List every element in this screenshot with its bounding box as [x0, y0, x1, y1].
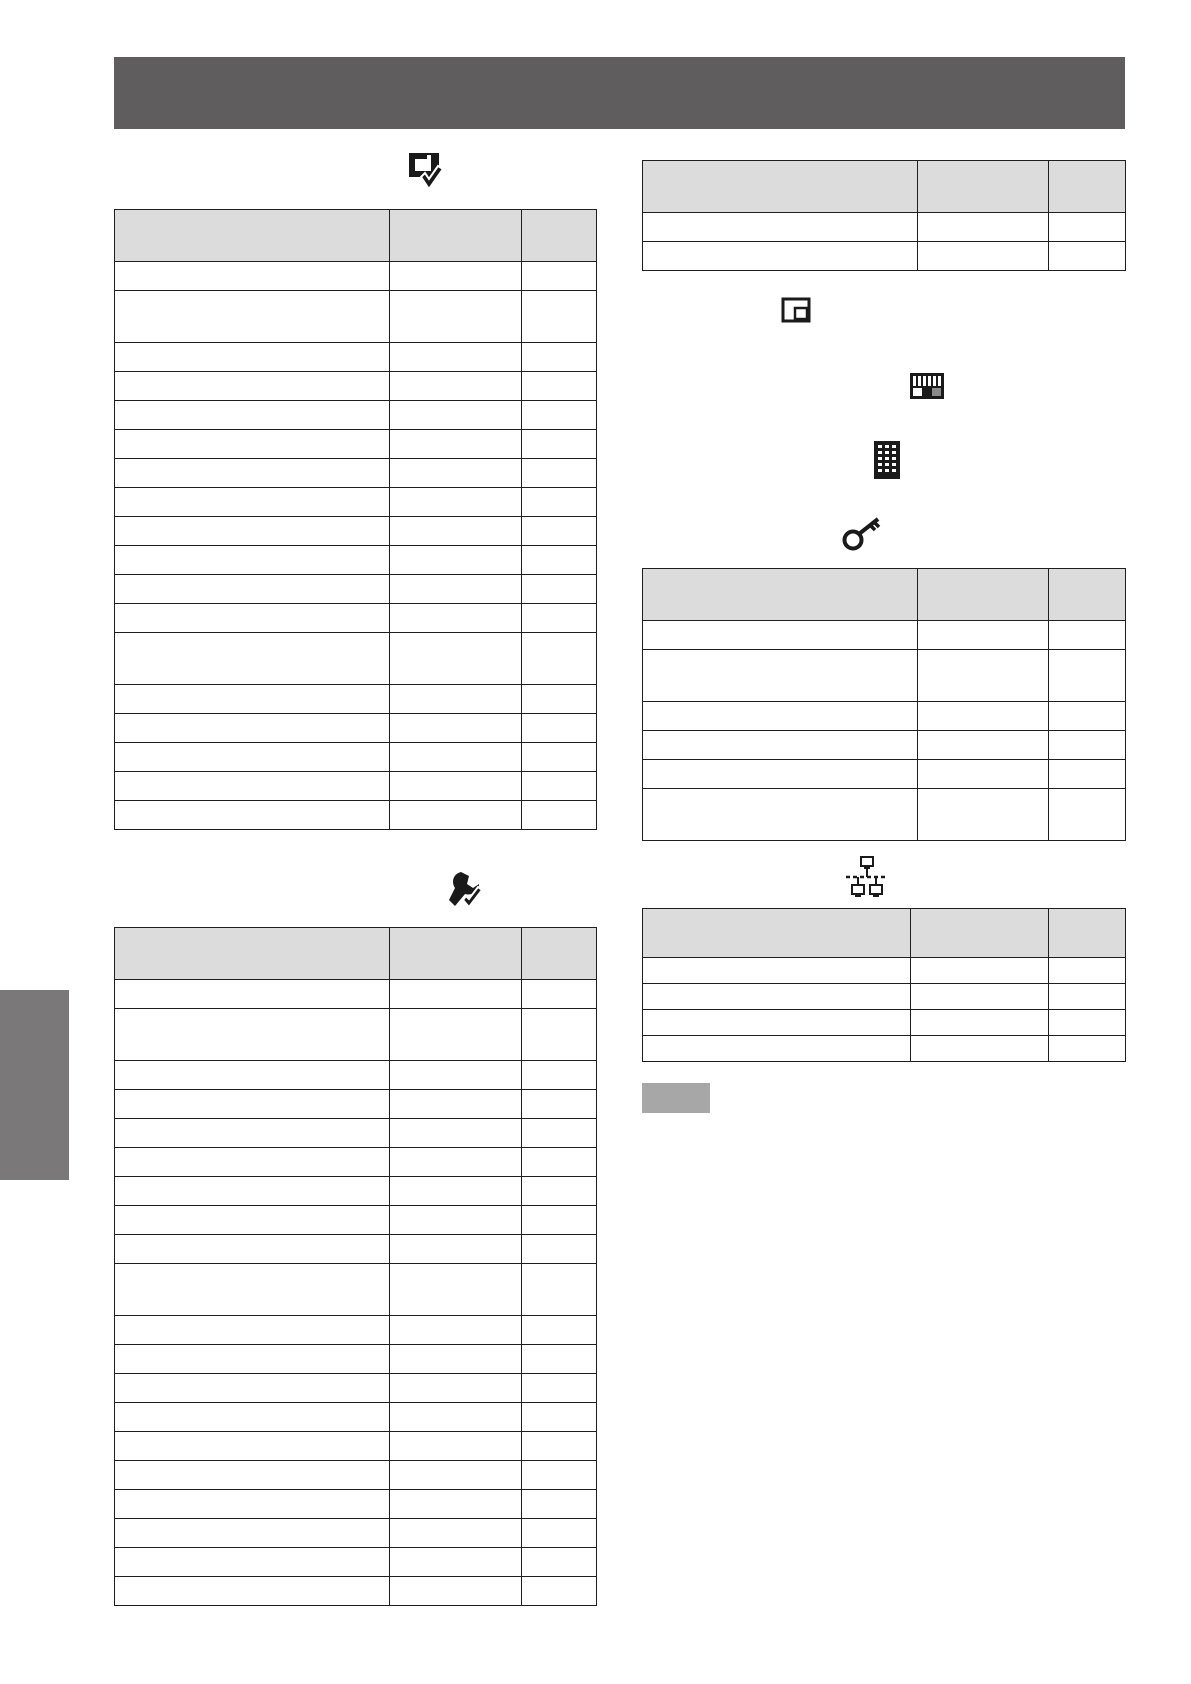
table-header-cell — [115, 928, 390, 980]
table-cell — [115, 1119, 390, 1148]
table-cell — [1049, 650, 1126, 702]
table-row — [115, 1206, 597, 1235]
projector-setup-icon — [407, 151, 445, 193]
table-cell — [522, 1490, 597, 1519]
table-cell — [522, 1432, 597, 1461]
table-cell — [390, 1235, 522, 1264]
table-row — [115, 1461, 597, 1490]
table-cell — [1049, 1010, 1126, 1036]
table-row — [115, 262, 597, 291]
table-cell — [918, 702, 1049, 731]
table-cell — [522, 262, 597, 291]
table-cell — [643, 984, 911, 1010]
menu-table-network — [642, 908, 1126, 1062]
table-row — [643, 731, 1126, 760]
table-row — [643, 760, 1126, 789]
table-cell — [115, 1403, 390, 1432]
table-cell — [390, 1432, 522, 1461]
table-cell — [522, 1374, 597, 1403]
table-cell — [390, 1403, 522, 1432]
table-cell — [390, 743, 522, 772]
table-cell — [115, 685, 390, 714]
table-row — [643, 789, 1126, 841]
note-badge — [642, 1083, 710, 1113]
table-cell — [390, 685, 522, 714]
table-header-cell — [390, 210, 522, 262]
table-cell — [1049, 984, 1126, 1010]
table-cell — [522, 772, 597, 801]
table-cell — [911, 984, 1049, 1010]
table-cell — [643, 213, 918, 242]
network-icon — [844, 855, 890, 903]
table-cell — [115, 604, 390, 633]
table-cell — [115, 459, 390, 488]
table-row — [643, 650, 1126, 702]
table-row — [643, 1036, 1126, 1062]
table-cell — [390, 1490, 522, 1519]
table-row — [115, 343, 597, 372]
table-cell — [918, 789, 1049, 841]
table-cell — [522, 430, 597, 459]
table-cell — [115, 1061, 390, 1090]
table-cell — [643, 958, 911, 984]
table-cell — [522, 1148, 597, 1177]
table-cell — [115, 546, 390, 575]
table-row — [115, 1090, 597, 1119]
table-cell — [115, 980, 390, 1009]
table-cell — [522, 1316, 597, 1345]
table-cell — [522, 980, 597, 1009]
table-cell — [390, 980, 522, 1009]
table-cell — [1049, 760, 1126, 789]
table-cell — [390, 1345, 522, 1374]
table-cell — [643, 789, 918, 841]
table-cell — [522, 1090, 597, 1119]
table-cell — [115, 1432, 390, 1461]
table-cell — [115, 401, 390, 430]
table-header-cell — [1049, 161, 1126, 213]
table-cell — [115, 801, 390, 830]
table-row — [115, 401, 597, 430]
table-row — [115, 772, 597, 801]
table-header-cell — [918, 569, 1049, 621]
table-cell — [522, 1345, 597, 1374]
table-cell — [115, 1177, 390, 1206]
table-row — [115, 801, 597, 830]
table-cell — [115, 262, 390, 291]
menu-table-security — [642, 568, 1126, 841]
table-cell — [911, 958, 1049, 984]
table-cell — [390, 1090, 522, 1119]
table-cell — [115, 1374, 390, 1403]
table-cell — [115, 1316, 390, 1345]
table-cell — [115, 772, 390, 801]
table-cell — [522, 1264, 597, 1316]
menu-table-section-2 — [114, 927, 597, 1606]
table-cell — [522, 1548, 597, 1577]
table-cell — [390, 772, 522, 801]
table-cell — [390, 401, 522, 430]
table-cell — [522, 459, 597, 488]
table-cell — [115, 430, 390, 459]
table-cell — [918, 731, 1049, 760]
table-cell — [115, 343, 390, 372]
table-header-cell — [522, 210, 597, 262]
table-cell — [522, 685, 597, 714]
table-cell — [643, 1036, 911, 1062]
table-cell — [643, 621, 918, 650]
table-cell — [918, 242, 1049, 271]
table-cell — [390, 1206, 522, 1235]
table-row — [643, 958, 1126, 984]
table-cell — [390, 291, 522, 343]
table-header-cell — [115, 210, 390, 262]
table-row — [115, 1519, 597, 1548]
table-cell — [390, 633, 522, 685]
table-row — [115, 1264, 597, 1316]
table-header-cell — [911, 909, 1049, 958]
table-cell — [390, 343, 522, 372]
table-row — [115, 1148, 597, 1177]
table-row — [643, 1010, 1126, 1036]
table-cell — [1049, 789, 1126, 841]
table-row — [115, 1235, 597, 1264]
table-cell — [643, 731, 918, 760]
table-cell — [1049, 213, 1126, 242]
table-cell — [115, 1490, 390, 1519]
table-cell — [522, 633, 597, 685]
table-cell — [911, 1036, 1049, 1062]
table-cell — [115, 1345, 390, 1374]
table-cell — [918, 650, 1049, 702]
table-cell — [522, 604, 597, 633]
table-cell — [115, 517, 390, 546]
table-header-cell — [522, 928, 597, 980]
table-cell — [390, 1519, 522, 1548]
table-row — [115, 1009, 597, 1061]
test-pattern-icon — [909, 372, 945, 400]
table-cell — [1049, 621, 1126, 650]
table-cell — [390, 1374, 522, 1403]
table-cell — [522, 1235, 597, 1264]
table-cell — [390, 1316, 522, 1345]
table-cell — [522, 575, 597, 604]
table-cell — [390, 517, 522, 546]
page-banner — [114, 57, 1125, 129]
key-icon — [842, 516, 884, 552]
table-row — [115, 1177, 597, 1206]
table-cell — [115, 372, 390, 401]
table-row — [115, 980, 597, 1009]
table-cell — [522, 1009, 597, 1061]
table-row — [643, 213, 1126, 242]
table-cell — [115, 1264, 390, 1316]
table-row — [115, 372, 597, 401]
table-header-cell — [643, 909, 911, 958]
table-cell — [390, 714, 522, 743]
table-row — [115, 1403, 597, 1432]
table-cell — [115, 633, 390, 685]
table-row — [115, 291, 597, 343]
table-cell — [522, 1061, 597, 1090]
table-cell — [522, 372, 597, 401]
picture-in-picture-icon — [781, 297, 813, 325]
table-row — [115, 1061, 597, 1090]
table-cell — [643, 702, 918, 731]
table-row — [115, 1374, 597, 1403]
table-cell — [522, 743, 597, 772]
table-cell — [390, 459, 522, 488]
table-cell — [522, 1177, 597, 1206]
table-cell — [390, 1548, 522, 1577]
table-cell — [522, 343, 597, 372]
table-cell — [390, 1461, 522, 1490]
table-header-cell — [918, 161, 1049, 213]
table-cell — [390, 262, 522, 291]
table-cell — [390, 1177, 522, 1206]
table-cell — [522, 801, 597, 830]
table-cell — [918, 760, 1049, 789]
table-row — [115, 743, 597, 772]
table-cell — [522, 546, 597, 575]
table-row — [115, 546, 597, 575]
table-cell — [1049, 958, 1126, 984]
table-cell — [115, 1519, 390, 1548]
table-row — [115, 1432, 597, 1461]
table-cell — [115, 743, 390, 772]
table-row — [115, 430, 597, 459]
table-header-cell — [1049, 569, 1126, 621]
table-cell — [522, 291, 597, 343]
table-row — [115, 1119, 597, 1148]
table-row — [643, 621, 1126, 650]
table-cell — [911, 1010, 1049, 1036]
table-cell — [390, 1061, 522, 1090]
table-cell — [390, 1148, 522, 1177]
table-row — [115, 459, 597, 488]
table-row — [115, 604, 597, 633]
table-row — [115, 714, 597, 743]
table-cell — [115, 1148, 390, 1177]
side-chapter-tab — [0, 990, 69, 1180]
table-row — [115, 633, 597, 685]
table-row — [115, 685, 597, 714]
table-cell — [643, 1010, 911, 1036]
table-cell — [115, 1548, 390, 1577]
table-cell — [643, 760, 918, 789]
table-cell — [1049, 242, 1126, 271]
table-row — [115, 1316, 597, 1345]
table-cell — [522, 1403, 597, 1432]
table-cell — [115, 291, 390, 343]
table-row — [643, 984, 1126, 1010]
table-header-cell — [1049, 909, 1126, 958]
table-cell — [522, 1206, 597, 1235]
table-cell — [522, 1461, 597, 1490]
table-header-cell — [643, 161, 918, 213]
table-cell — [390, 1577, 522, 1606]
table-cell — [522, 1577, 597, 1606]
table-cell — [1049, 1036, 1126, 1062]
table-row — [643, 242, 1126, 271]
table-cell — [390, 1264, 522, 1316]
table-cell — [115, 1090, 390, 1119]
table-cell — [1049, 731, 1126, 760]
table-cell — [390, 604, 522, 633]
menu-table-right-top — [642, 160, 1126, 271]
table-cell — [643, 650, 918, 702]
table-cell — [115, 1206, 390, 1235]
table-cell — [115, 488, 390, 517]
table-row — [115, 517, 597, 546]
table-row — [643, 702, 1126, 731]
table-cell — [918, 213, 1049, 242]
signal-list-icon — [873, 440, 901, 480]
table-cell — [390, 1119, 522, 1148]
table-cell — [1049, 702, 1126, 731]
table-cell — [390, 801, 522, 830]
menu-table-section-1 — [114, 209, 597, 830]
table-cell — [522, 714, 597, 743]
table-cell — [115, 1009, 390, 1061]
table-cell — [390, 575, 522, 604]
table-cell — [522, 401, 597, 430]
table-row — [115, 1345, 597, 1374]
table-cell — [390, 1009, 522, 1061]
table-header-cell — [643, 569, 918, 621]
table-cell — [115, 1235, 390, 1264]
table-cell — [390, 488, 522, 517]
table-cell — [918, 621, 1049, 650]
table-cell — [115, 714, 390, 743]
table-cell — [522, 488, 597, 517]
table-row — [115, 488, 597, 517]
table-row — [115, 1577, 597, 1606]
table-row — [115, 1548, 597, 1577]
table-cell — [390, 546, 522, 575]
table-cell — [643, 242, 918, 271]
table-row — [115, 1490, 597, 1519]
table-cell — [390, 430, 522, 459]
table-cell — [522, 1119, 597, 1148]
table-cell — [115, 1461, 390, 1490]
table-cell — [522, 1519, 597, 1548]
table-header-cell — [390, 928, 522, 980]
table-cell — [115, 575, 390, 604]
table-cell — [522, 517, 597, 546]
table-row — [115, 575, 597, 604]
table-cell — [390, 372, 522, 401]
table-cell — [115, 1577, 390, 1606]
wrench-setup-icon — [447, 870, 483, 910]
